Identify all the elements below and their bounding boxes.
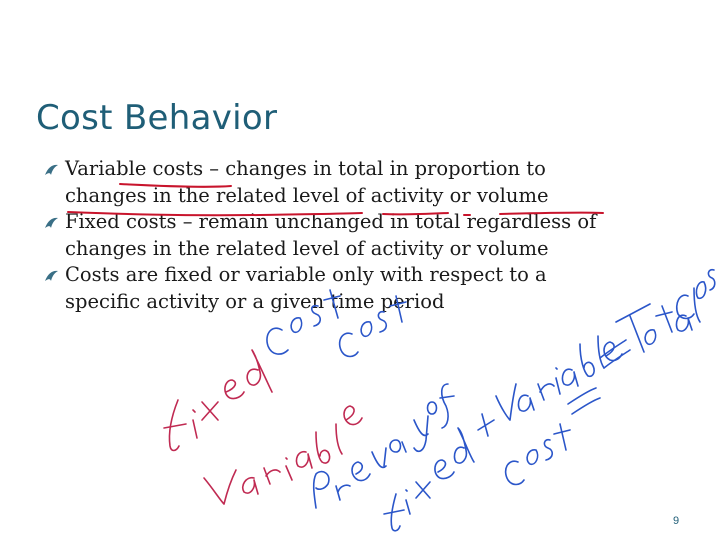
bullet-list [44, 156, 704, 315]
ribbon-bullet-icon [44, 163, 59, 177]
bullet-fixed-or-variable [44, 262, 704, 315]
bullet-text-line: Costs are fixed or variable only with respect to a [65, 263, 547, 286]
bullet-text-line: Fixed costs – remain unchanged in total regardless of [65, 210, 597, 233]
slide-title: Cost Behavior [36, 98, 278, 138]
bullet-variable-costs [44, 156, 704, 209]
page-number: 9 [673, 515, 680, 527]
ribbon-bullet-icon [44, 269, 59, 283]
bullet-text-line: changes in the related level of activity or volume [65, 183, 549, 207]
bullet-text-line: specific activity or a given time period [65, 289, 445, 313]
bullet-text-line: Variable costs – changes in total in proportion to [65, 157, 546, 180]
bullet-text-line: changes in the related level of activity or volume [65, 236, 549, 260]
bullet-fixed-costs [44, 209, 704, 262]
ribbon-bullet-icon [44, 216, 59, 230]
